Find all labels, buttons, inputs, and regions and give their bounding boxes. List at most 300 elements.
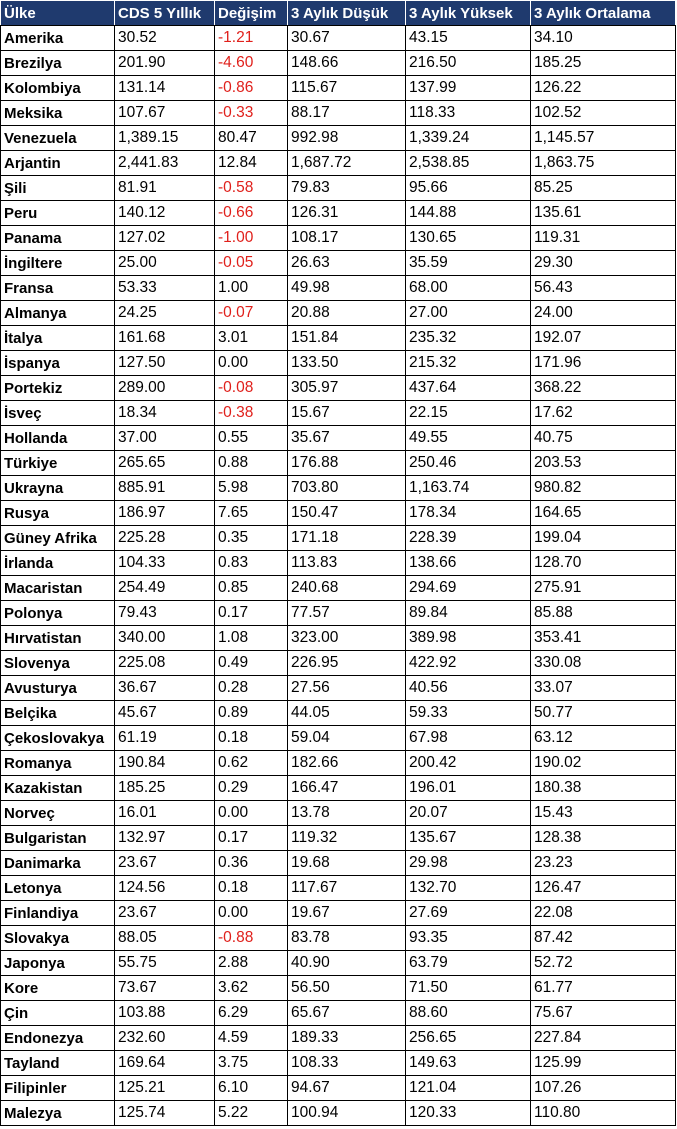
cds-5y-cell: 104.33 bbox=[115, 551, 215, 576]
low-3m-cell: 150.47 bbox=[288, 501, 406, 526]
table-row bbox=[1, 426, 676, 451]
avg-3m-cell: 23.23 bbox=[531, 851, 676, 876]
cds-5y-cell: 254.49 bbox=[115, 576, 215, 601]
low-3m-cell: 113.83 bbox=[288, 551, 406, 576]
table-row bbox=[1, 1076, 676, 1101]
change-cell: -0.88 bbox=[215, 926, 288, 951]
country-cell: Norveç bbox=[1, 801, 115, 826]
avg-3m-cell: 102.52 bbox=[531, 101, 676, 126]
low-3m-cell: 133.50 bbox=[288, 351, 406, 376]
country-cell: Hırvatistan bbox=[1, 626, 115, 651]
table-row bbox=[1, 501, 676, 526]
table-row bbox=[1, 301, 676, 326]
avg-3m-cell: 275.91 bbox=[531, 576, 676, 601]
low-3m-cell: 148.66 bbox=[288, 51, 406, 76]
avg-3m-cell: 15.43 bbox=[531, 801, 676, 826]
table-row bbox=[1, 26, 676, 51]
country-cell: Peru bbox=[1, 201, 115, 226]
change-cell: 5.98 bbox=[215, 476, 288, 501]
low-3m-cell: 323.00 bbox=[288, 626, 406, 651]
avg-3m-cell: 330.08 bbox=[531, 651, 676, 676]
table-row bbox=[1, 251, 676, 276]
high-3m-cell: 294.69 bbox=[406, 576, 531, 601]
change-cell: 0.36 bbox=[215, 851, 288, 876]
low-3m-cell: 240.68 bbox=[288, 576, 406, 601]
avg-3m-cell: 29.30 bbox=[531, 251, 676, 276]
high-3m-cell: 40.56 bbox=[406, 676, 531, 701]
cds-5y-cell: 2,441.83 bbox=[115, 151, 215, 176]
low-3m-cell: 182.66 bbox=[288, 751, 406, 776]
cds-5y-cell: 225.08 bbox=[115, 651, 215, 676]
high-3m-cell: 1,339.24 bbox=[406, 126, 531, 151]
cds-5y-cell: 125.21 bbox=[115, 1076, 215, 1101]
high-3m-cell: 215.32 bbox=[406, 351, 531, 376]
table-row bbox=[1, 551, 676, 576]
low-3m-cell: 115.67 bbox=[288, 76, 406, 101]
cds-5y-cell: 161.68 bbox=[115, 326, 215, 351]
high-3m-cell: 149.63 bbox=[406, 1051, 531, 1076]
low-3m-cell: 992.98 bbox=[288, 126, 406, 151]
low-3m-cell: 88.17 bbox=[288, 101, 406, 126]
change-cell: 2.88 bbox=[215, 951, 288, 976]
avg-3m-cell: 52.72 bbox=[531, 951, 676, 976]
cds-5y-cell: 18.34 bbox=[115, 401, 215, 426]
country-cell: Portekiz bbox=[1, 376, 115, 401]
low-3m-cell: 83.78 bbox=[288, 926, 406, 951]
high-3m-cell: 196.01 bbox=[406, 776, 531, 801]
avg-3m-cell: 128.70 bbox=[531, 551, 676, 576]
avg-3m-cell: 125.99 bbox=[531, 1051, 676, 1076]
change-cell: 0.28 bbox=[215, 676, 288, 701]
country-cell: Kolombiya bbox=[1, 76, 115, 101]
cds-5y-cell: 127.50 bbox=[115, 351, 215, 376]
table-row bbox=[1, 751, 676, 776]
cds-5y-cell: 107.67 bbox=[115, 101, 215, 126]
low-3m-cell: 27.56 bbox=[288, 676, 406, 701]
change-cell: -0.38 bbox=[215, 401, 288, 426]
low-3m-cell: 176.88 bbox=[288, 451, 406, 476]
avg-3m-cell: 75.67 bbox=[531, 1001, 676, 1026]
country-cell: Almanya bbox=[1, 301, 115, 326]
low-3m-cell: 13.78 bbox=[288, 801, 406, 826]
cds-5y-cell: 61.19 bbox=[115, 726, 215, 751]
cds-5y-cell: 79.43 bbox=[115, 601, 215, 626]
high-3m-cell: 250.46 bbox=[406, 451, 531, 476]
high-3m-cell: 29.98 bbox=[406, 851, 531, 876]
avg-3m-cell: 107.26 bbox=[531, 1076, 676, 1101]
change-cell: 12.84 bbox=[215, 151, 288, 176]
country-cell: Çin bbox=[1, 1001, 115, 1026]
country-cell: Bulgaristan bbox=[1, 826, 115, 851]
low-3m-cell: 19.68 bbox=[288, 851, 406, 876]
cds-5y-cell: 185.25 bbox=[115, 776, 215, 801]
table-row bbox=[1, 51, 676, 76]
change-cell: 0.00 bbox=[215, 801, 288, 826]
cds-5y-cell: 103.88 bbox=[115, 1001, 215, 1026]
cds-5y-cell: 127.02 bbox=[115, 226, 215, 251]
country-cell: Arjantin bbox=[1, 151, 115, 176]
avg-3m-cell: 126.22 bbox=[531, 76, 676, 101]
cds-5y-cell: 30.52 bbox=[115, 26, 215, 51]
low-3m-cell: 108.17 bbox=[288, 226, 406, 251]
avg-3m-cell: 24.00 bbox=[531, 301, 676, 326]
avg-3m-cell: 368.22 bbox=[531, 376, 676, 401]
cds-5y-cell: 232.60 bbox=[115, 1026, 215, 1051]
high-3m-cell: 93.35 bbox=[406, 926, 531, 951]
low-3m-cell: 79.83 bbox=[288, 176, 406, 201]
change-cell: 0.00 bbox=[215, 901, 288, 926]
country-cell: Tayland bbox=[1, 1051, 115, 1076]
cds-5y-cell: 340.00 bbox=[115, 626, 215, 651]
avg-3m-cell: 353.41 bbox=[531, 626, 676, 651]
avg-3m-cell: 227.84 bbox=[531, 1026, 676, 1051]
country-cell: Endonezya bbox=[1, 1026, 115, 1051]
cds-5y-cell: 190.84 bbox=[115, 751, 215, 776]
country-cell: Japonya bbox=[1, 951, 115, 976]
table-row bbox=[1, 651, 676, 676]
table-row bbox=[1, 401, 676, 426]
change-cell: 4.59 bbox=[215, 1026, 288, 1051]
change-cell: 5.22 bbox=[215, 1101, 288, 1126]
low-3m-cell: 151.84 bbox=[288, 326, 406, 351]
country-cell: Türkiye bbox=[1, 451, 115, 476]
cds-5y-cell: 125.74 bbox=[115, 1101, 215, 1126]
high-3m-cell: 35.59 bbox=[406, 251, 531, 276]
country-cell: Amerika bbox=[1, 26, 115, 51]
change-cell: -0.33 bbox=[215, 101, 288, 126]
country-cell: Slovakya bbox=[1, 926, 115, 951]
cds-5y-cell: 225.28 bbox=[115, 526, 215, 551]
low-3m-cell: 108.33 bbox=[288, 1051, 406, 1076]
table-row bbox=[1, 76, 676, 101]
high-3m-cell: 130.65 bbox=[406, 226, 531, 251]
country-cell: Finlandiya bbox=[1, 901, 115, 926]
high-3m-cell: 135.67 bbox=[406, 826, 531, 851]
table-row bbox=[1, 801, 676, 826]
cds-5y-cell: 45.67 bbox=[115, 701, 215, 726]
table-row bbox=[1, 326, 676, 351]
change-cell: 0.18 bbox=[215, 726, 288, 751]
column-header-change: Değişim bbox=[215, 1, 288, 26]
cds-5y-cell: 24.25 bbox=[115, 301, 215, 326]
header-row bbox=[1, 1, 676, 26]
cds-5y-cell: 81.91 bbox=[115, 176, 215, 201]
change-cell: 1.08 bbox=[215, 626, 288, 651]
low-3m-cell: 19.67 bbox=[288, 901, 406, 926]
table-row bbox=[1, 676, 676, 701]
change-cell: -0.05 bbox=[215, 251, 288, 276]
change-cell: -0.58 bbox=[215, 176, 288, 201]
column-header-country: Ülke bbox=[1, 1, 115, 26]
avg-3m-cell: 980.82 bbox=[531, 476, 676, 501]
high-3m-cell: 389.98 bbox=[406, 626, 531, 651]
column-header-cds-5y: CDS 5 Yıllık bbox=[115, 1, 215, 26]
country-cell: Meksika bbox=[1, 101, 115, 126]
high-3m-cell: 88.60 bbox=[406, 1001, 531, 1026]
table-row bbox=[1, 376, 676, 401]
low-3m-cell: 49.98 bbox=[288, 276, 406, 301]
high-3m-cell: 256.65 bbox=[406, 1026, 531, 1051]
table-row bbox=[1, 576, 676, 601]
change-cell: 0.18 bbox=[215, 876, 288, 901]
change-cell: 1.00 bbox=[215, 276, 288, 301]
low-3m-cell: 56.50 bbox=[288, 976, 406, 1001]
cds-5y-cell: 25.00 bbox=[115, 251, 215, 276]
table-row bbox=[1, 1051, 676, 1076]
high-3m-cell: 20.07 bbox=[406, 801, 531, 826]
avg-3m-cell: 110.80 bbox=[531, 1101, 676, 1126]
change-cell: 6.10 bbox=[215, 1076, 288, 1101]
high-3m-cell: 68.00 bbox=[406, 276, 531, 301]
change-cell: 6.29 bbox=[215, 1001, 288, 1026]
table-row bbox=[1, 1101, 676, 1126]
low-3m-cell: 189.33 bbox=[288, 1026, 406, 1051]
avg-3m-cell: 192.07 bbox=[531, 326, 676, 351]
high-3m-cell: 235.32 bbox=[406, 326, 531, 351]
cds-5y-cell: 73.67 bbox=[115, 976, 215, 1001]
change-cell: 0.83 bbox=[215, 551, 288, 576]
low-3m-cell: 59.04 bbox=[288, 726, 406, 751]
country-cell: Kazakistan bbox=[1, 776, 115, 801]
low-3m-cell: 100.94 bbox=[288, 1101, 406, 1126]
change-cell: -1.00 bbox=[215, 226, 288, 251]
high-3m-cell: 121.04 bbox=[406, 1076, 531, 1101]
country-cell: Ukrayna bbox=[1, 476, 115, 501]
avg-3m-cell: 126.47 bbox=[531, 876, 676, 901]
cds-5y-cell: 201.90 bbox=[115, 51, 215, 76]
low-3m-cell: 30.67 bbox=[288, 26, 406, 51]
low-3m-cell: 126.31 bbox=[288, 201, 406, 226]
avg-3m-cell: 56.43 bbox=[531, 276, 676, 301]
country-cell: Macaristan bbox=[1, 576, 115, 601]
country-cell: Rusya bbox=[1, 501, 115, 526]
country-cell: Romanya bbox=[1, 751, 115, 776]
avg-3m-cell: 1,863.75 bbox=[531, 151, 676, 176]
avg-3m-cell: 171.96 bbox=[531, 351, 676, 376]
cds-5y-cell: 88.05 bbox=[115, 926, 215, 951]
low-3m-cell: 226.95 bbox=[288, 651, 406, 676]
change-cell: 0.49 bbox=[215, 651, 288, 676]
low-3m-cell: 44.05 bbox=[288, 701, 406, 726]
cds-5y-cell: 53.33 bbox=[115, 276, 215, 301]
high-3m-cell: 67.98 bbox=[406, 726, 531, 751]
table-row bbox=[1, 601, 676, 626]
country-cell: Güney Afrika bbox=[1, 526, 115, 551]
low-3m-cell: 94.67 bbox=[288, 1076, 406, 1101]
cds-5y-cell: 23.67 bbox=[115, 901, 215, 926]
table-row bbox=[1, 926, 676, 951]
avg-3m-cell: 17.62 bbox=[531, 401, 676, 426]
column-header-3m-high: 3 Aylık Yüksek bbox=[406, 1, 531, 26]
change-cell: 3.62 bbox=[215, 976, 288, 1001]
low-3m-cell: 171.18 bbox=[288, 526, 406, 551]
low-3m-cell: 119.32 bbox=[288, 826, 406, 851]
change-cell: 80.47 bbox=[215, 126, 288, 151]
low-3m-cell: 305.97 bbox=[288, 376, 406, 401]
change-cell: 0.55 bbox=[215, 426, 288, 451]
high-3m-cell: 118.33 bbox=[406, 101, 531, 126]
avg-3m-cell: 63.12 bbox=[531, 726, 676, 751]
high-3m-cell: 120.33 bbox=[406, 1101, 531, 1126]
country-cell: Polonya bbox=[1, 601, 115, 626]
cds-5y-cell: 169.64 bbox=[115, 1051, 215, 1076]
table-row bbox=[1, 851, 676, 876]
table-row bbox=[1, 826, 676, 851]
cds-5y-cell: 124.56 bbox=[115, 876, 215, 901]
low-3m-cell: 117.67 bbox=[288, 876, 406, 901]
change-cell: -0.07 bbox=[215, 301, 288, 326]
table-row bbox=[1, 701, 676, 726]
country-cell: Slovenya bbox=[1, 651, 115, 676]
country-cell: Avusturya bbox=[1, 676, 115, 701]
change-cell: 0.62 bbox=[215, 751, 288, 776]
avg-3m-cell: 1,145.57 bbox=[531, 126, 676, 151]
avg-3m-cell: 199.04 bbox=[531, 526, 676, 551]
country-cell: Filipinler bbox=[1, 1076, 115, 1101]
country-cell: Malezya bbox=[1, 1101, 115, 1126]
avg-3m-cell: 34.10 bbox=[531, 26, 676, 51]
cds-5y-cell: 131.14 bbox=[115, 76, 215, 101]
avg-3m-cell: 180.38 bbox=[531, 776, 676, 801]
high-3m-cell: 437.64 bbox=[406, 376, 531, 401]
high-3m-cell: 132.70 bbox=[406, 876, 531, 901]
high-3m-cell: 43.15 bbox=[406, 26, 531, 51]
change-cell: -1.21 bbox=[215, 26, 288, 51]
low-3m-cell: 40.90 bbox=[288, 951, 406, 976]
avg-3m-cell: 87.42 bbox=[531, 926, 676, 951]
country-cell: Panama bbox=[1, 226, 115, 251]
high-3m-cell: 71.50 bbox=[406, 976, 531, 1001]
avg-3m-cell: 85.88 bbox=[531, 601, 676, 626]
country-cell: İspanya bbox=[1, 351, 115, 376]
column-header-3m-low: 3 Aylık Düşük bbox=[288, 1, 406, 26]
avg-3m-cell: 22.08 bbox=[531, 901, 676, 926]
table-row bbox=[1, 476, 676, 501]
change-cell: 0.17 bbox=[215, 601, 288, 626]
table-row bbox=[1, 876, 676, 901]
high-3m-cell: 27.69 bbox=[406, 901, 531, 926]
high-3m-cell: 144.88 bbox=[406, 201, 531, 226]
country-cell: Kore bbox=[1, 976, 115, 1001]
low-3m-cell: 65.67 bbox=[288, 1001, 406, 1026]
table-row bbox=[1, 901, 676, 926]
country-cell: Belçika bbox=[1, 701, 115, 726]
low-3m-cell: 20.88 bbox=[288, 301, 406, 326]
high-3m-cell: 59.33 bbox=[406, 701, 531, 726]
country-cell: İngiltere bbox=[1, 251, 115, 276]
cds-5y-cell: 55.75 bbox=[115, 951, 215, 976]
low-3m-cell: 703.80 bbox=[288, 476, 406, 501]
country-cell: Hollanda bbox=[1, 426, 115, 451]
high-3m-cell: 178.34 bbox=[406, 501, 531, 526]
country-cell: Fransa bbox=[1, 276, 115, 301]
change-cell: 3.01 bbox=[215, 326, 288, 351]
high-3m-cell: 200.42 bbox=[406, 751, 531, 776]
table-row bbox=[1, 526, 676, 551]
table-row bbox=[1, 1001, 676, 1026]
high-3m-cell: 228.39 bbox=[406, 526, 531, 551]
change-cell: 0.88 bbox=[215, 451, 288, 476]
change-cell: -0.86 bbox=[215, 76, 288, 101]
table-row bbox=[1, 226, 676, 251]
cds-5y-cell: 37.00 bbox=[115, 426, 215, 451]
high-3m-cell: 27.00 bbox=[406, 301, 531, 326]
change-cell: 0.17 bbox=[215, 826, 288, 851]
avg-3m-cell: 190.02 bbox=[531, 751, 676, 776]
table-row bbox=[1, 451, 676, 476]
change-cell: 0.00 bbox=[215, 351, 288, 376]
country-cell: İtalya bbox=[1, 326, 115, 351]
country-cell: İrlanda bbox=[1, 551, 115, 576]
low-3m-cell: 35.67 bbox=[288, 426, 406, 451]
high-3m-cell: 137.99 bbox=[406, 76, 531, 101]
change-cell: 0.29 bbox=[215, 776, 288, 801]
cds-5y-cell: 265.65 bbox=[115, 451, 215, 476]
table-row bbox=[1, 976, 676, 1001]
table-body bbox=[1, 26, 676, 1126]
avg-3m-cell: 119.31 bbox=[531, 226, 676, 251]
country-cell: Çekoslovakya bbox=[1, 726, 115, 751]
table-row bbox=[1, 776, 676, 801]
table-row bbox=[1, 951, 676, 976]
high-3m-cell: 1,163.74 bbox=[406, 476, 531, 501]
high-3m-cell: 22.15 bbox=[406, 401, 531, 426]
high-3m-cell: 138.66 bbox=[406, 551, 531, 576]
avg-3m-cell: 185.25 bbox=[531, 51, 676, 76]
table-row bbox=[1, 101, 676, 126]
change-cell: 7.65 bbox=[215, 501, 288, 526]
cds-5y-cell: 885.91 bbox=[115, 476, 215, 501]
change-cell: 0.35 bbox=[215, 526, 288, 551]
low-3m-cell: 166.47 bbox=[288, 776, 406, 801]
avg-3m-cell: 135.61 bbox=[531, 201, 676, 226]
high-3m-cell: 422.92 bbox=[406, 651, 531, 676]
avg-3m-cell: 33.07 bbox=[531, 676, 676, 701]
low-3m-cell: 77.57 bbox=[288, 601, 406, 626]
change-cell: -0.66 bbox=[215, 201, 288, 226]
table-row bbox=[1, 626, 676, 651]
column-header-3m-average: 3 Aylık Ortalama bbox=[531, 1, 676, 26]
change-cell: -0.08 bbox=[215, 376, 288, 401]
table-row bbox=[1, 726, 676, 751]
country-cell: Venezuela bbox=[1, 126, 115, 151]
country-cell: Danimarka bbox=[1, 851, 115, 876]
change-cell: -4.60 bbox=[215, 51, 288, 76]
low-3m-cell: 15.67 bbox=[288, 401, 406, 426]
change-cell: 0.85 bbox=[215, 576, 288, 601]
high-3m-cell: 95.66 bbox=[406, 176, 531, 201]
country-cell: Letonya bbox=[1, 876, 115, 901]
low-3m-cell: 26.63 bbox=[288, 251, 406, 276]
table-row bbox=[1, 201, 676, 226]
cds-5y-cell: 186.97 bbox=[115, 501, 215, 526]
avg-3m-cell: 50.77 bbox=[531, 701, 676, 726]
country-cell: Şili bbox=[1, 176, 115, 201]
table-row bbox=[1, 151, 676, 176]
avg-3m-cell: 203.53 bbox=[531, 451, 676, 476]
cds-5y-cell: 36.67 bbox=[115, 676, 215, 701]
high-3m-cell: 63.79 bbox=[406, 951, 531, 976]
cds-5y-cell: 1,389.15 bbox=[115, 126, 215, 151]
cds-5y-cell: 23.67 bbox=[115, 851, 215, 876]
table-row bbox=[1, 126, 676, 151]
change-cell: 3.75 bbox=[215, 1051, 288, 1076]
avg-3m-cell: 61.77 bbox=[531, 976, 676, 1001]
table-row bbox=[1, 1026, 676, 1051]
avg-3m-cell: 85.25 bbox=[531, 176, 676, 201]
table-row bbox=[1, 176, 676, 201]
high-3m-cell: 216.50 bbox=[406, 51, 531, 76]
